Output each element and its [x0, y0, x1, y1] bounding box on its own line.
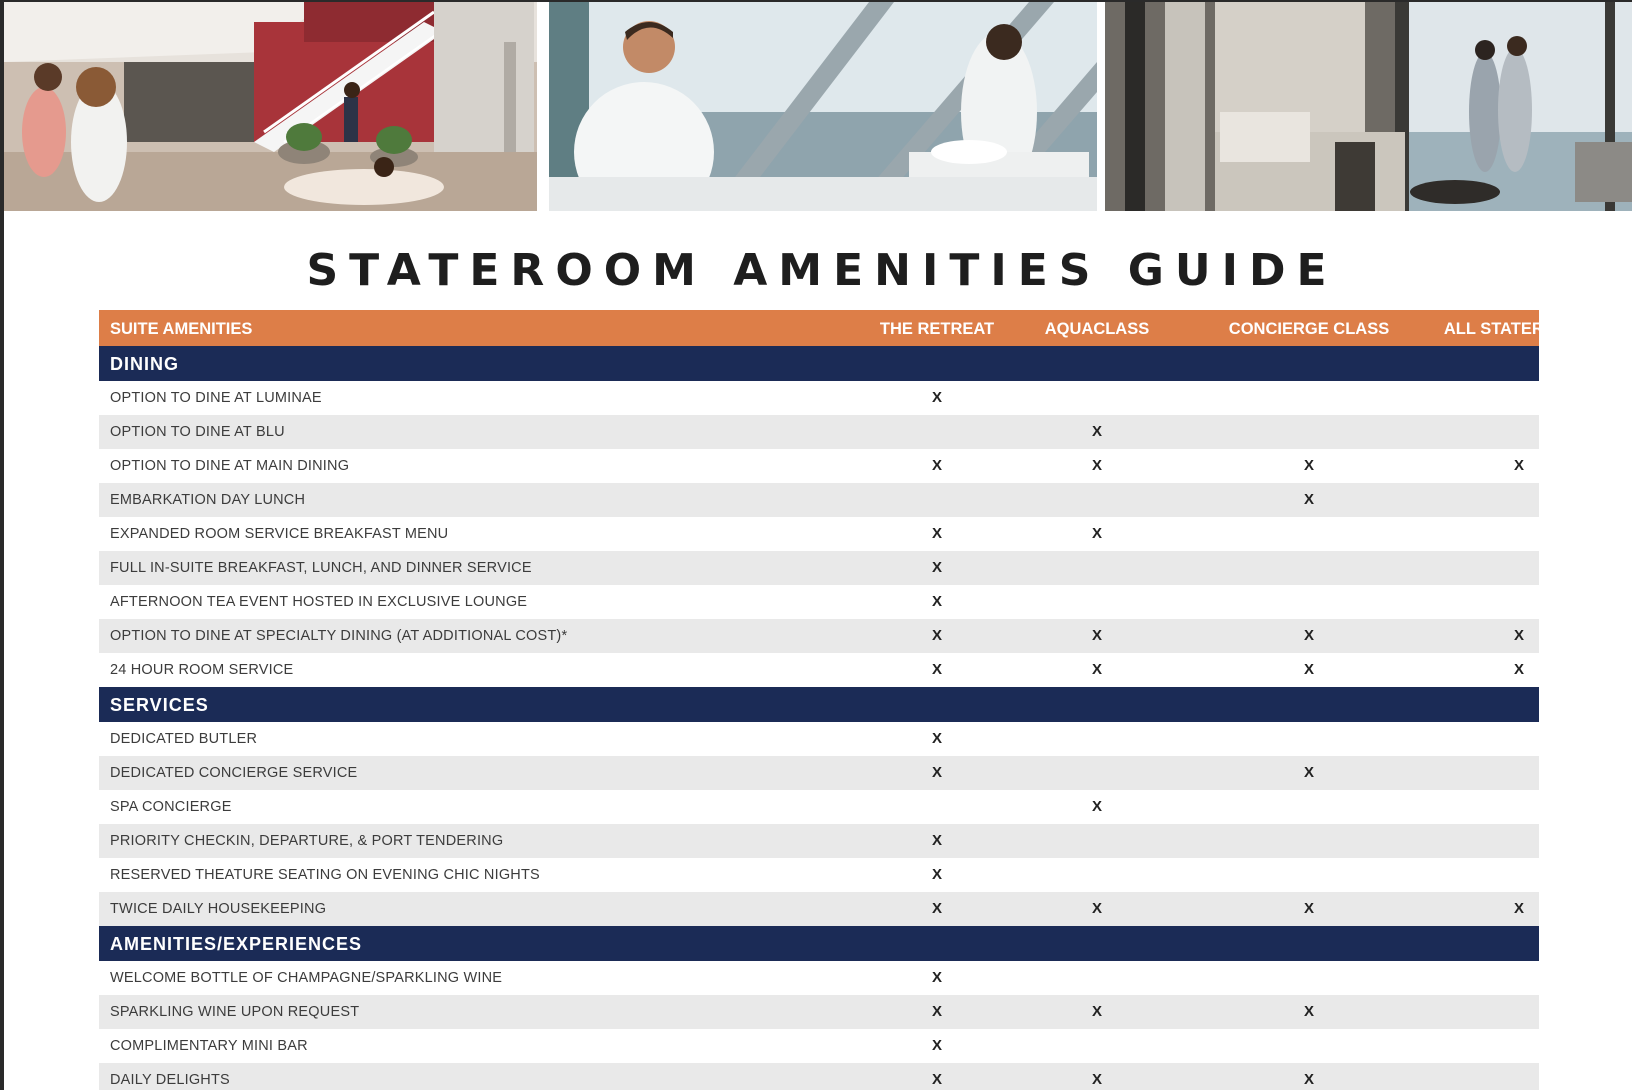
check-mark-the-retreat: X — [931, 764, 942, 781]
check-mark-the-retreat: X — [931, 1003, 942, 1020]
amenity-label: 24 HOUR ROOM SERVICE — [110, 662, 294, 678]
table-row — [99, 551, 1539, 585]
check-mark-the-retreat: X — [931, 832, 942, 849]
suite-balcony-photo — [1105, 2, 1632, 211]
check-mark-the-retreat: X — [931, 593, 942, 610]
table-row — [99, 619, 1539, 653]
amenity-label: OPTION TO DINE AT SPECIALTY DINING (AT ADDITIONAL COST)* — [110, 628, 568, 644]
check-mark-aquaclass: X — [1091, 457, 1102, 474]
amenity-label: SPARKLING WINE UPON REQUEST — [110, 1004, 360, 1020]
table-row — [99, 995, 1539, 1029]
table-row — [99, 858, 1539, 892]
check-mark-the-retreat: X — [931, 1071, 942, 1088]
check-mark-aquaclass: X — [1091, 1071, 1102, 1088]
check-mark-the-retreat: X — [931, 389, 942, 406]
check-mark-all-staterooms: X — [1513, 457, 1524, 474]
amenity-label: OPTION TO DINE AT MAIN DINING — [110, 458, 350, 474]
table-row — [99, 824, 1539, 858]
header-suite-amenities: SUITE AMENITIES — [110, 320, 253, 338]
table-body — [99, 346, 1539, 1090]
section-header — [99, 346, 1539, 381]
check-mark-the-retreat: X — [931, 730, 942, 747]
amenity-label: OPTION TO DINE AT LUMINAE — [110, 390, 322, 406]
table-row — [99, 585, 1539, 619]
check-mark-aquaclass: X — [1091, 627, 1102, 644]
check-mark-the-retreat: X — [931, 457, 942, 474]
check-mark-all-staterooms: X — [1513, 661, 1524, 678]
table-header — [99, 310, 1595, 346]
table-row — [99, 415, 1539, 449]
check-mark-concierge-class: X — [1303, 627, 1314, 644]
table-row — [99, 722, 1539, 756]
check-mark-all-staterooms: X — [1513, 900, 1524, 917]
check-mark-the-retreat: X — [931, 900, 942, 917]
check-mark-aquaclass: X — [1091, 1003, 1102, 1020]
check-mark-the-retreat: X — [931, 1037, 942, 1054]
amenity-label: FULL IN-SUITE BREAKFAST, LUNCH, AND DINNER SERVICE — [110, 560, 532, 576]
amenity-label: OPTION TO DINE AT BLU — [110, 424, 285, 440]
check-mark-concierge-class: X — [1303, 661, 1314, 678]
amenity-label: COMPLIMENTARY MINI BAR — [110, 1038, 308, 1054]
amenity-label: EXPANDED ROOM SERVICE BREAKFAST MENU — [110, 526, 449, 542]
header-all-staterooms: ALL STATEROOMS — [1443, 320, 1595, 338]
check-mark-the-retreat: X — [931, 969, 942, 986]
table-row — [99, 653, 1539, 687]
check-mark-concierge-class: X — [1303, 1003, 1314, 1020]
check-mark-aquaclass: X — [1091, 900, 1102, 917]
check-mark-the-retreat: X — [931, 661, 942, 678]
section-title: DINING — [110, 354, 179, 374]
section-title: AMENITIES/EXPERIENCES — [110, 934, 363, 954]
check-mark-concierge-class: X — [1303, 491, 1314, 508]
section-title: SERVICES — [110, 695, 209, 715]
table-row — [99, 961, 1539, 995]
spa-robe-photo — [549, 2, 1097, 211]
check-mark-aquaclass: X — [1091, 525, 1102, 542]
check-mark-concierge-class: X — [1303, 764, 1314, 781]
check-mark-the-retreat: X — [931, 627, 942, 644]
amenity-label: AFTERNOON TEA EVENT HOSTED IN EXCLUSIVE LOUNGE — [110, 594, 528, 610]
header-aquaclass: AQUACLASS — [1044, 320, 1150, 338]
amenities-table — [99, 310, 1595, 1090]
amenity-label: EMBARKATION DAY LUNCH — [110, 492, 306, 508]
table-row — [99, 517, 1539, 551]
table-row — [99, 756, 1539, 790]
header-concierge-class: CONCIERGE CLASS — [1228, 320, 1390, 338]
amenity-label: DEDICATED BUTLER — [110, 731, 258, 747]
check-mark-all-staterooms: X — [1513, 627, 1524, 644]
header-the-retreat: THE RETREAT — [879, 320, 995, 338]
table-row — [99, 483, 1539, 517]
amenity-label: DAILY DELIGHTS — [110, 1072, 230, 1088]
section-header — [99, 926, 1539, 961]
check-mark-concierge-class: X — [1303, 900, 1314, 917]
photo-strip — [4, 2, 1632, 211]
page-title: STATEROOM AMENITIES GUIDE — [306, 245, 1338, 296]
check-mark-the-retreat: X — [931, 866, 942, 883]
amenity-label: WELCOME BOTTLE OF CHAMPAGNE/SPARKLING WINE — [110, 970, 503, 986]
amenities-guide-page — [4, 2, 1632, 1090]
table-row — [99, 892, 1539, 926]
amenity-label: DEDICATED CONCIERGE SERVICE — [110, 765, 358, 781]
check-mark-aquaclass: X — [1091, 661, 1102, 678]
check-mark-aquaclass: X — [1091, 798, 1102, 815]
table-row — [99, 1063, 1539, 1090]
check-mark-the-retreat: X — [931, 525, 942, 542]
amenity-label: PRIORITY CHECKIN, DEPARTURE, & PORT TENDERING — [110, 833, 504, 849]
check-mark-concierge-class: X — [1303, 1071, 1314, 1088]
check-mark-the-retreat: X — [931, 559, 942, 576]
table-row — [99, 381, 1539, 415]
amenity-label: SPA CONCIERGE — [110, 799, 232, 815]
retreat-deck-photo — [4, 2, 537, 211]
table-row — [99, 449, 1539, 483]
check-mark-aquaclass: X — [1091, 423, 1102, 440]
section-header — [99, 687, 1539, 722]
table-row — [99, 790, 1539, 824]
amenity-label: TWICE DAILY HOUSEKEEPING — [110, 901, 327, 917]
table-row — [99, 1029, 1539, 1063]
amenity-label: RESERVED THEATURE SEATING ON EVENING CHIC NIGHTS — [110, 867, 540, 883]
check-mark-concierge-class: X — [1303, 457, 1314, 474]
